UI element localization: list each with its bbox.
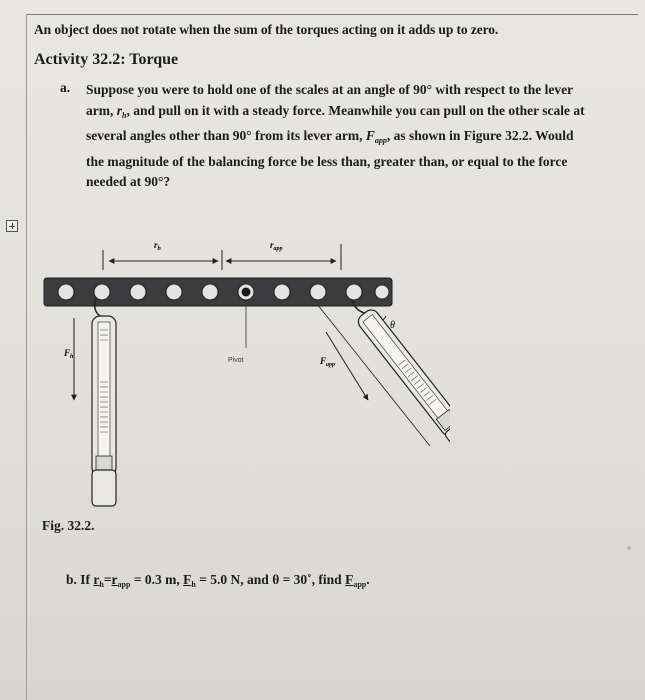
- fig-label-fapp: $F_{app}$: [320, 356, 336, 368]
- question-a-line-5: needed at 90°?: [86, 174, 171, 189]
- right-spring-scale: [344, 293, 450, 461]
- lever-hole-9: [346, 284, 362, 300]
- lever-hole-2: [94, 284, 110, 300]
- fig-label-rapp: $r_{app}$: [270, 240, 283, 252]
- fig-label-theta: θ: [390, 320, 395, 331]
- torque-figure: [30, 232, 450, 512]
- lever-hole-4: [166, 284, 182, 300]
- question-b: [66, 572, 370, 589]
- question-a-letter: a.: [60, 80, 71, 95]
- intro-sentence: An object does not rotate when the sum of the torques acting on it adds up to zero.: [34, 22, 499, 37]
- r-h-base: r: [116, 102, 123, 118]
- lever-hole-8: [310, 284, 326, 300]
- question-b-rest1: = 0.3 m,: [130, 572, 184, 587]
- lever-arm: [44, 278, 392, 306]
- r-h-subscript: h: [122, 110, 127, 120]
- question-a-line-3-end: , as shown in Figure 32.2. Would: [386, 128, 574, 143]
- lever-hole-1: [58, 284, 74, 300]
- question-b-prefix: b. If: [66, 572, 94, 587]
- question-b-rest2: = 5.0 N, and θ = 30˚, find: [195, 572, 346, 587]
- expand-plus-icon[interactable]: [6, 220, 18, 232]
- question-a-line-2: [86, 101, 634, 127]
- left-rule: [26, 14, 27, 700]
- lever-hole-7: [274, 284, 290, 300]
- question-b-rapp: $r_{app}$: [111, 572, 131, 589]
- f-app-base: F: [365, 128, 375, 143]
- left-spring-scale: [92, 298, 116, 506]
- question-a-line-3: [86, 126, 634, 152]
- margin-dot: [627, 546, 631, 550]
- f-app-symbol: [366, 128, 387, 143]
- question-a-line-1: Suppose you were to hold one of the scales at an angle of 90° with respect to the lever: [86, 82, 574, 97]
- question-b-rh: $r_h$: [93, 572, 104, 589]
- activity-title: Activity 32.2: Torque: [34, 51, 179, 68]
- r-h-symbol: [117, 103, 127, 118]
- pivot-pin: [242, 288, 251, 297]
- f-app-subscript: app: [374, 136, 387, 145]
- question-b-fapp: $F_{app}$: [345, 572, 367, 589]
- lever-hole-3: [130, 284, 146, 300]
- fig-label-rh: $r_h$: [154, 240, 161, 252]
- left-scale-slider: [96, 456, 112, 470]
- question-a-line-2-start: arm,: [86, 102, 114, 118]
- top-rule: [26, 14, 638, 15]
- fig-label-pivot: Pivot: [228, 357, 244, 364]
- question-b-fh: $F_h$: [183, 572, 196, 589]
- left-scale-handle: [92, 470, 116, 506]
- lever-hole-5: [202, 284, 218, 300]
- fig-label-fh: $F_h$: [64, 348, 74, 360]
- question-a-line-2-end: , and pull on it with a steady force. Meanwhile you can pull on the other scale at: [126, 102, 585, 118]
- question-b-eq: =: [103, 572, 112, 587]
- dimension-arrows: [103, 244, 341, 270]
- question-b-end: .: [366, 572, 370, 587]
- question-a-line-4: the magnitude of the balancing force be less than, greater than, or equal to the force: [86, 153, 568, 169]
- right-scale-window: [363, 315, 450, 423]
- lever-hole-10: [375, 285, 389, 299]
- question-a-line-3-start: several angles other than 90° from its lever arm,: [86, 128, 363, 143]
- figure-caption: Fig. 32.2.: [42, 518, 95, 533]
- left-scale-window: [98, 322, 110, 460]
- question-a-text: [86, 80, 634, 193]
